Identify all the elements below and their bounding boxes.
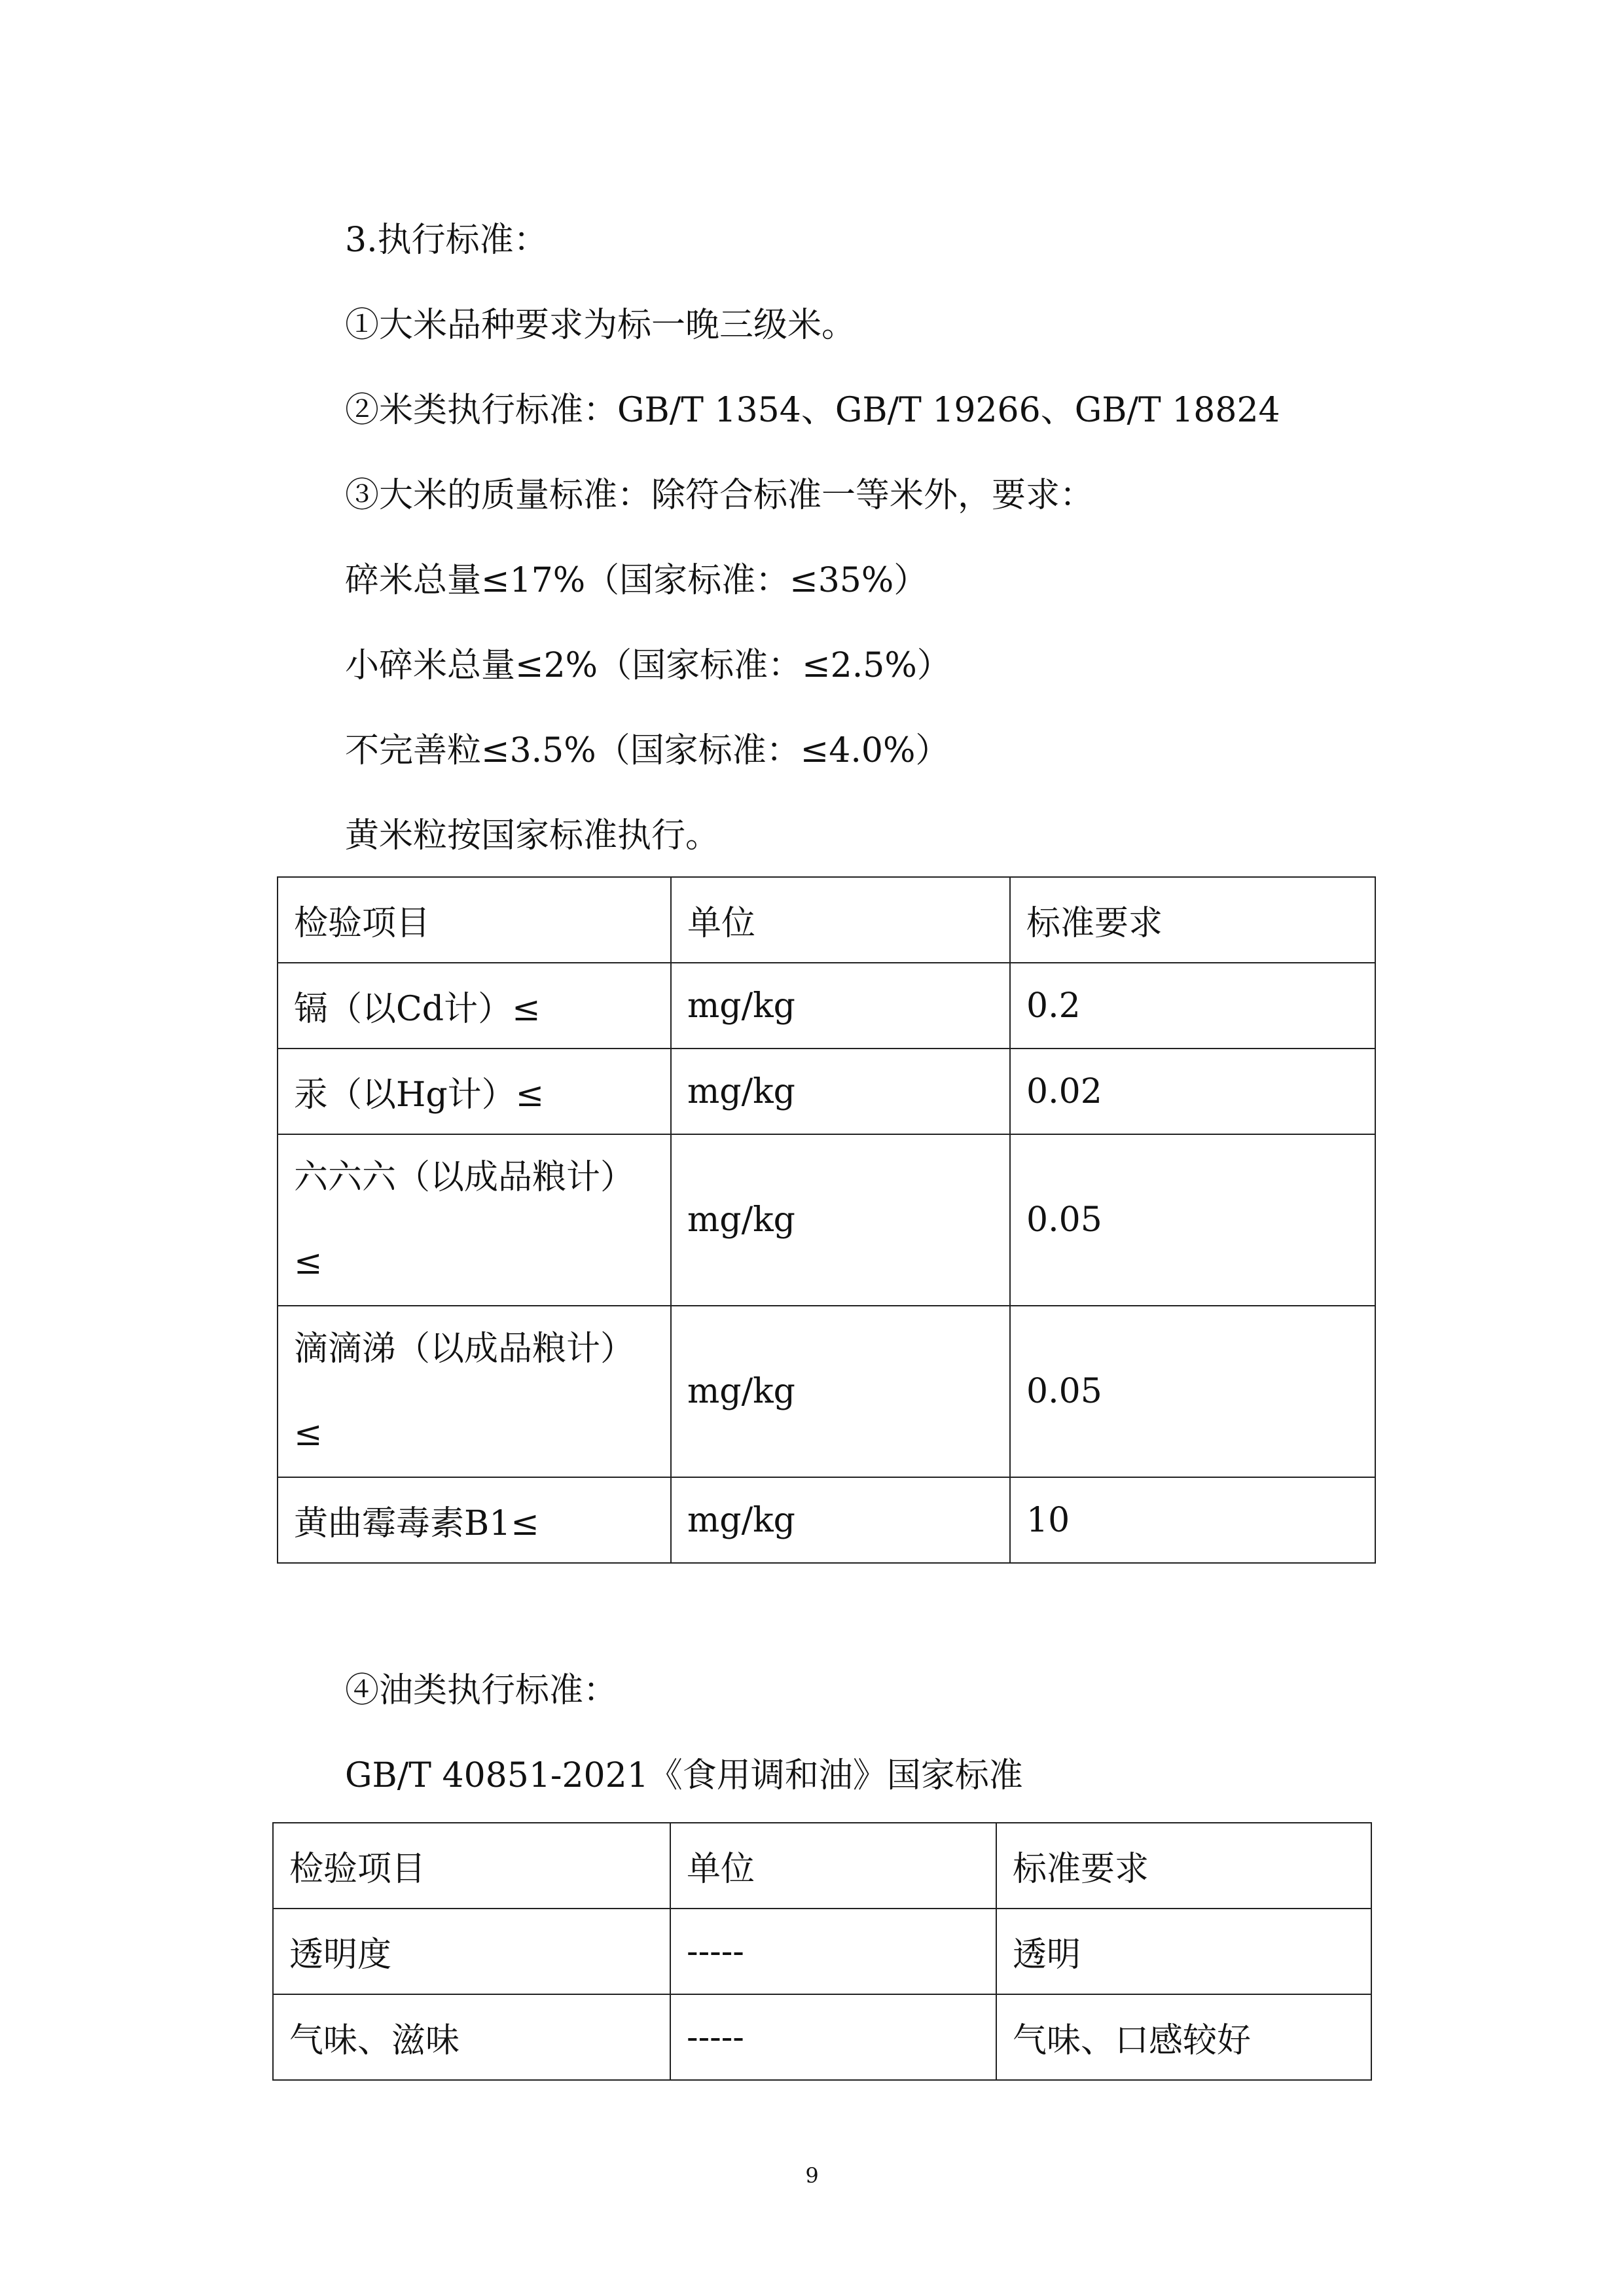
table-cell: 气味、滋味	[273, 1994, 670, 2080]
table-cell: 0.02	[1010, 1049, 1375, 1134]
page-number: 9	[805, 2163, 819, 2188]
table-row	[278, 1049, 1375, 1134]
rice-table	[277, 876, 1376, 1564]
oil-table	[272, 1822, 1372, 2081]
table-row	[278, 1134, 1375, 1306]
table-header-cell: 标准要求	[1010, 877, 1375, 963]
table-cell: -----	[670, 1909, 996, 1994]
paragraph-rice-quality: ③大米的质量标准：除符合标准一等米外，要求：	[345, 476, 1094, 515]
table-cell: 10	[1010, 1477, 1375, 1563]
table-cell: -----	[670, 1994, 996, 2080]
paragraph-rice-variety: ①大米品种要求为标一晚三级米。	[345, 306, 856, 345]
table-cell: mg/kg	[671, 1477, 1010, 1563]
table-cell: 透明度	[273, 1909, 670, 1994]
paragraph-broken-rice: 碎米总量≤17%（国家标准：≤35%）	[345, 561, 928, 600]
table-cell: 六六六（以成品粮计）≤	[278, 1134, 671, 1306]
table-cell: 0.2	[1010, 963, 1375, 1049]
table-header-cell: 标准要求	[996, 1823, 1371, 1909]
table-cell: 滴滴涕（以成品粮计）≤	[278, 1306, 671, 1477]
table-cell: mg/kg	[671, 1134, 1010, 1306]
paragraph-yellow-rice: 黄米粒按国家标准执行。	[345, 816, 720, 855]
section-heading: 3.执行标准：	[345, 221, 548, 260]
table-header-cell: 单位	[670, 1823, 996, 1909]
table-cell: 汞（以Hg计）≤	[278, 1049, 671, 1134]
oil-standard: GB/T 40851-2021《食用调和油》国家标准	[345, 1756, 1023, 1795]
table-row	[278, 1477, 1375, 1563]
table-cell: mg/kg	[671, 963, 1010, 1049]
paragraph-imperfect-grain: 不完善粒≤3.5%（国家标准：≤4.0%）	[345, 731, 950, 770]
table-cell: 黄曲霉毒素B1≤	[278, 1477, 671, 1563]
table-row	[278, 963, 1375, 1049]
table-header-cell: 检验项目	[278, 877, 671, 963]
paragraph-small-broken-rice: 小碎米总量≤2%（国家标准：≤2.5%）	[345, 646, 951, 685]
table-header-row	[273, 1823, 1371, 1909]
table-header-cell: 单位	[671, 877, 1010, 963]
table-row	[273, 1909, 1371, 1994]
table-cell: 气味、口感较好	[996, 1994, 1371, 2080]
table-header-cell: 检验项目	[273, 1823, 670, 1909]
oil-section-heading: ④油类执行标准：	[345, 1671, 618, 1710]
table-cell: 镉（以Cd计）≤	[278, 963, 671, 1049]
table-cell: mg/kg	[671, 1049, 1010, 1134]
table-cell: 0.05	[1010, 1306, 1375, 1477]
table-row	[278, 1306, 1375, 1477]
paragraph-rice-standard: ②米类执行标准：GB/T 1354、GB/T 19266、GB/T 18824	[345, 391, 1280, 430]
table-row	[273, 1994, 1371, 2080]
table-header-row	[278, 877, 1375, 963]
table-cell: 0.05	[1010, 1134, 1375, 1306]
table-cell: 透明	[996, 1909, 1371, 1994]
table-cell: mg/kg	[671, 1306, 1010, 1477]
